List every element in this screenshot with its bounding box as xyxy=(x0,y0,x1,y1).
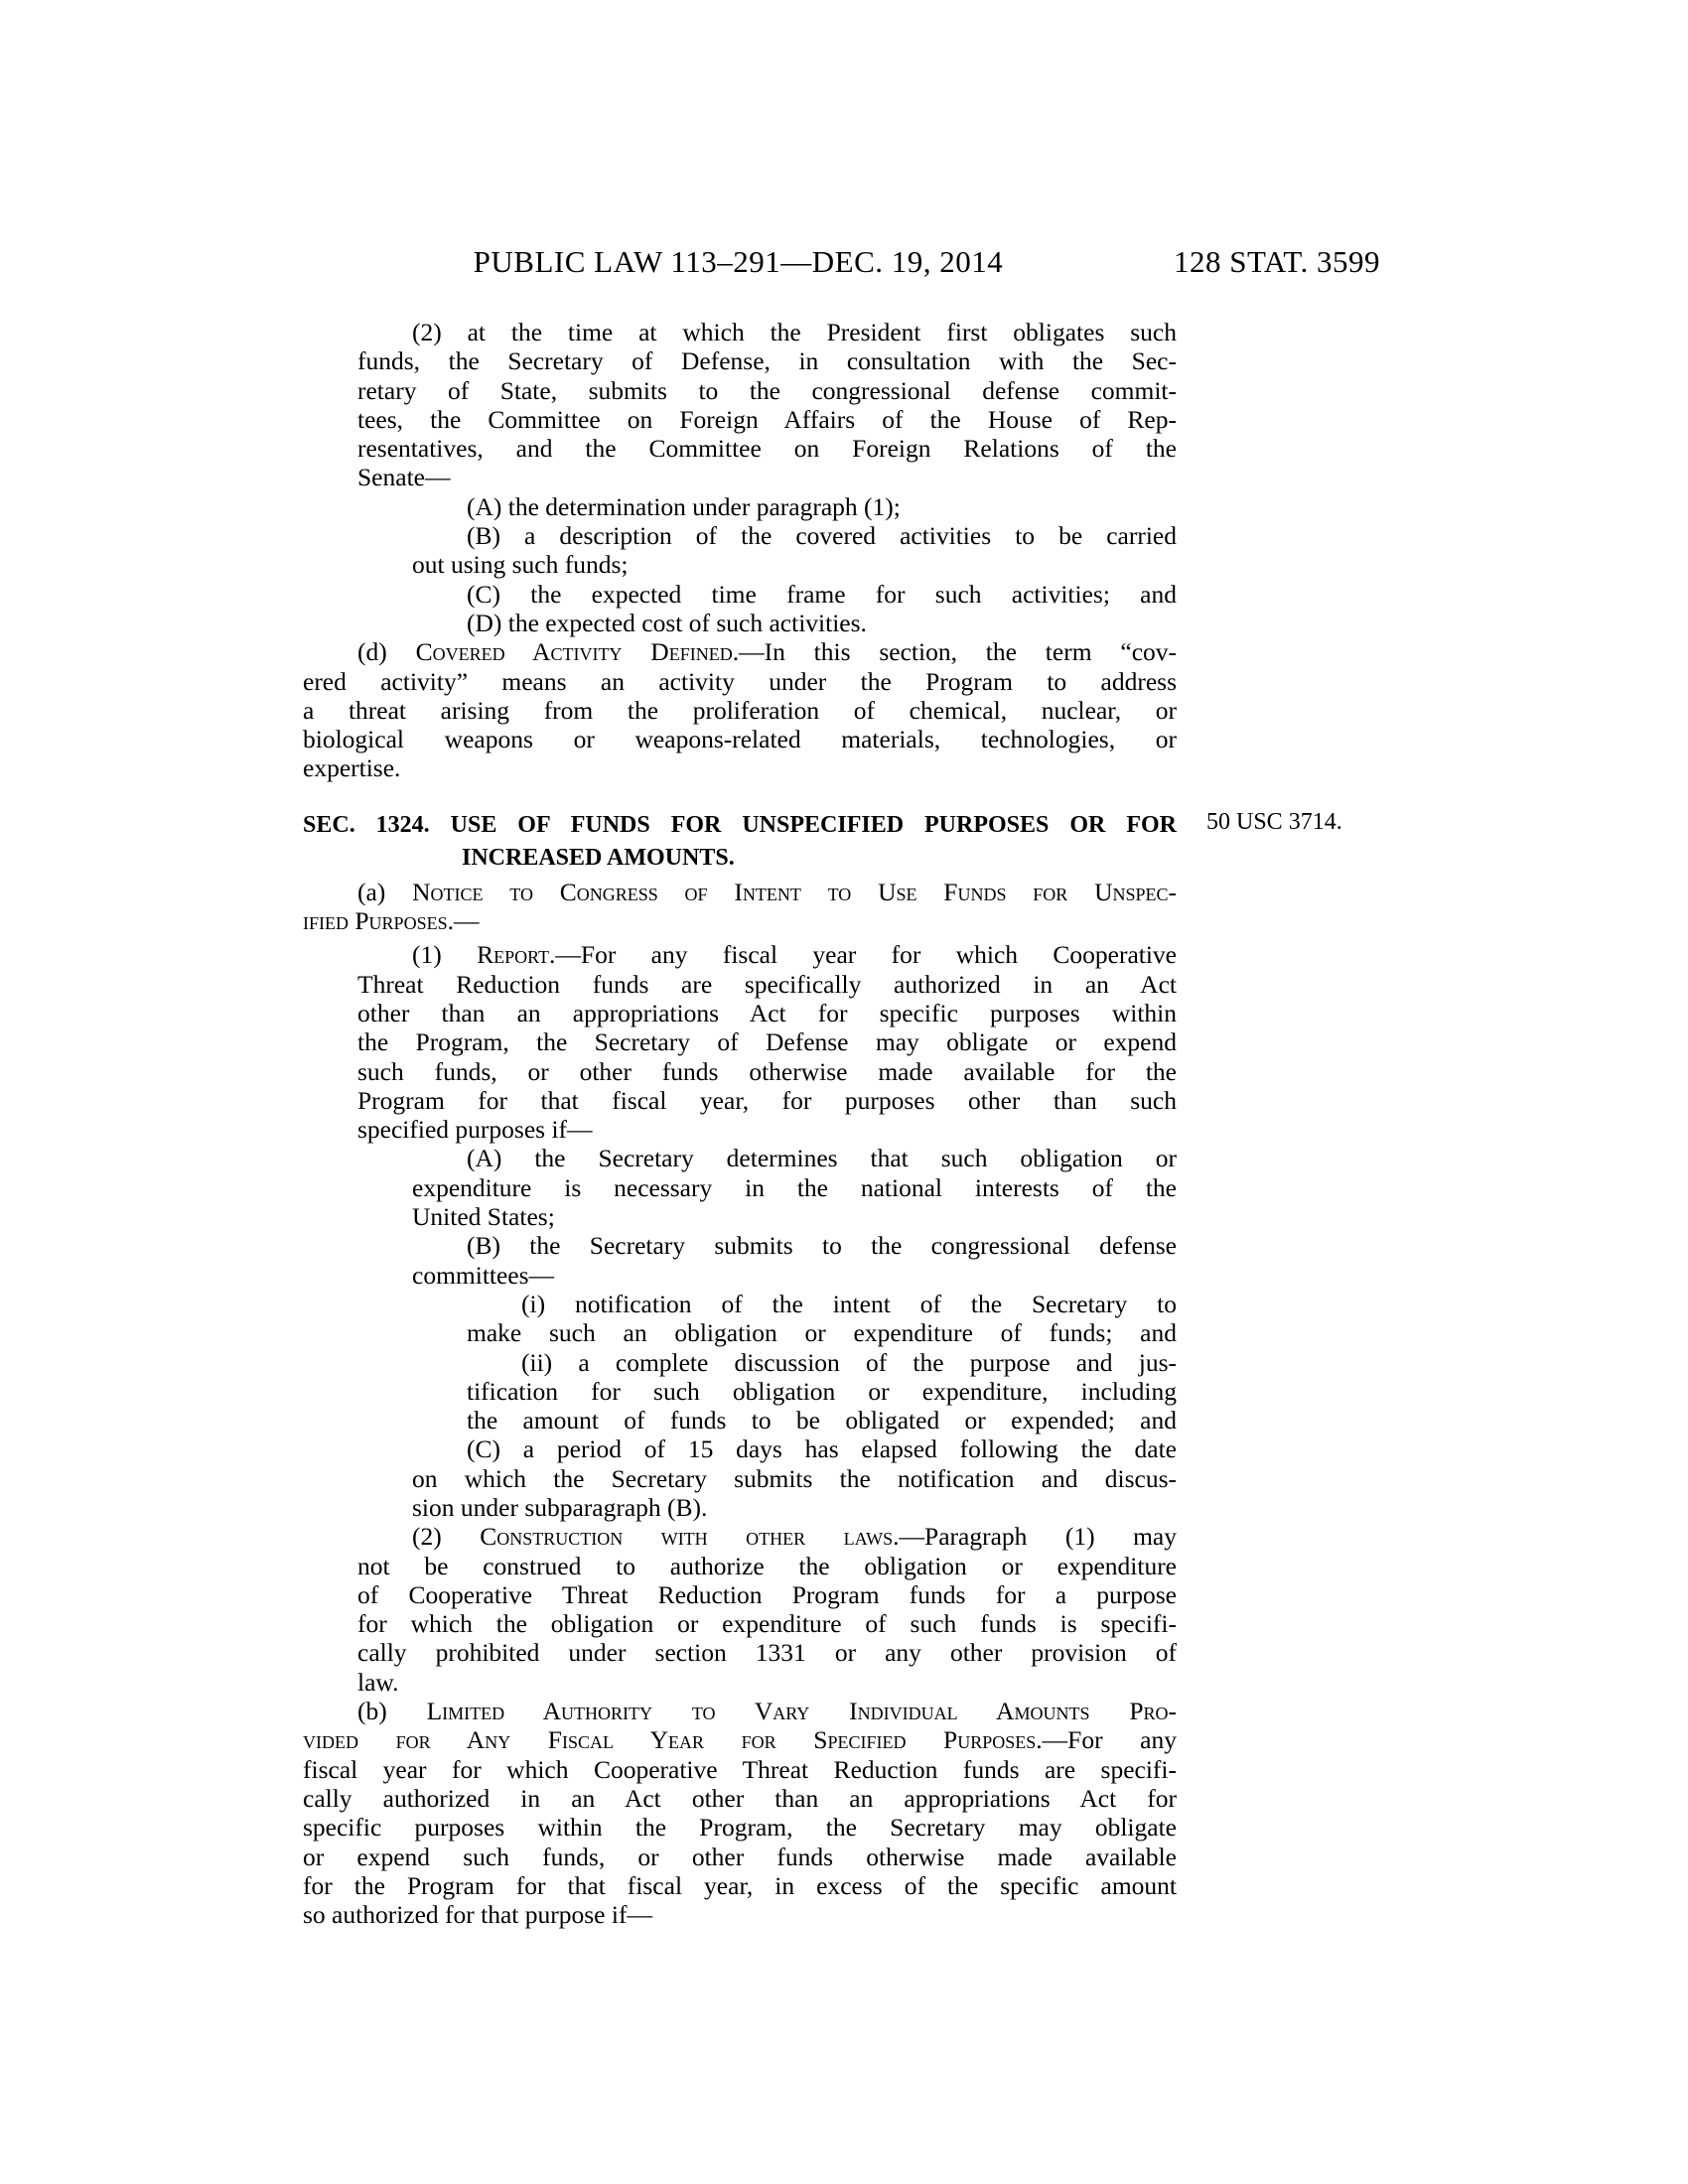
text-line: specific purposes within the Program, the Secretary may obligate xyxy=(303,1813,1177,1843)
running-head-stat-number: 128 STAT. 3599 xyxy=(1173,244,1380,279)
text-line: other than an appropriations Act for specific purposes within xyxy=(357,998,1177,1027)
text-line: sion under subparagraph (B). xyxy=(412,1492,708,1522)
section-heading-line: SEC. 1324. USE OF FUNDS FOR UNSPECIFIED PURPOSES OR FOR xyxy=(303,811,1177,838)
text-line: (d) Covered Activity Defined.—In this section, the term “cov- xyxy=(357,637,1178,667)
text-line: such funds, or other funds otherwise made available for the xyxy=(357,1056,1177,1086)
text-line: on which the Secretary submits the notification and discus- xyxy=(412,1463,1177,1493)
text-line: Threat Reduction funds are specifically authorized in an Act xyxy=(357,969,1177,999)
text-line: expenditure is necessary in the national interests of the xyxy=(412,1172,1177,1202)
text-line: vided for Any Fiscal Year for Specified Purposes.—For any xyxy=(303,1725,1177,1755)
text-line: expertise. xyxy=(303,753,401,783)
text-line: ified Purposes.— xyxy=(303,906,480,936)
text-line: (a) Notice to Congress of Intent to Use Funds for Unspec- xyxy=(357,877,1177,906)
text-line: the Program, the Secretary of Defense may obligate or expend xyxy=(357,1027,1177,1057)
text-line: (ii) a complete discussion of the purpose and jus- xyxy=(521,1347,1177,1377)
running-head-law-title: PUBLIC LAW 113–291—DEC. 19, 2014 xyxy=(473,244,1004,279)
text-line: (b) Limited Authority to Vary Individual Amounts Pro- xyxy=(357,1697,1177,1726)
text-line: retary of State, submits to the congressional defense commit- xyxy=(357,375,1177,405)
text-line: ered activity” means an activity under the Program to address xyxy=(303,666,1177,696)
text-line: specified purposes if— xyxy=(357,1115,593,1145)
section-heading-line: INCREASED AMOUNTS. xyxy=(462,844,735,871)
text-line: committees— xyxy=(412,1260,555,1290)
text-line: (2) at the time at which the President first obligates such xyxy=(412,318,1177,346)
text-line: (A) the Secretary determines that such obligation or xyxy=(467,1144,1177,1173)
text-line: not be construed to authorize the obligation or expenditure xyxy=(357,1551,1177,1580)
text-line: (1) Report.—For any fiscal year for which Cooperative xyxy=(412,940,1177,970)
text-line: (C) a period of 15 days has elapsed following the date xyxy=(467,1434,1177,1464)
text-line: out using such funds; xyxy=(412,550,629,580)
text-line: (B) a description of the covered activities to be carried xyxy=(467,521,1177,551)
text-line: or expend such funds, or other funds otherwise made available xyxy=(303,1842,1177,1871)
text-line: biological weapons or weapons-related materials, technologies, or xyxy=(303,725,1177,754)
text-line: the amount of funds to be obligated or expended; and xyxy=(467,1406,1177,1435)
text-line: Senate— xyxy=(357,463,451,492)
margin-note-usc-citation: 50 USC 3714. xyxy=(1206,809,1342,835)
text-line: Program for that fiscal year, for purposes other than such xyxy=(357,1085,1177,1115)
text-line: resentatives, and the Committee on Foreign Relations of the xyxy=(357,434,1177,464)
text-line: (B) the Secretary submits to the congressional defense xyxy=(467,1231,1177,1261)
text-line: (i) notification of the intent of the Secretary to xyxy=(521,1289,1177,1318)
text-line: make such an obligation or expenditure of funds; and xyxy=(467,1318,1177,1348)
text-line: cally prohibited under section 1331 or any other provision of xyxy=(357,1638,1177,1668)
text-line: for which the obligation or expenditure of such funds is specifi- xyxy=(357,1609,1177,1639)
text-line: tees, the Committee on Foreign Affairs of the House of Rep- xyxy=(357,404,1177,434)
text-line: (D) the expected cost of such activities. xyxy=(467,608,867,637)
text-line: law. xyxy=(357,1667,399,1697)
text-line: a threat arising from the proliferation of chemical, nuclear, or xyxy=(303,695,1177,725)
text-line: so authorized for that purpose if— xyxy=(303,1900,652,1930)
text-line: funds, the Secretary of Defense, in consultation with the Sec- xyxy=(357,346,1177,376)
text-line: (C) the expected time frame for such activities; and xyxy=(467,579,1177,609)
text-line: tification for such obligation or expenditure, including xyxy=(467,1376,1177,1406)
text-line: cally authorized in an Act other than an appropriations Act for xyxy=(303,1783,1177,1813)
text-line: of Cooperative Threat Reduction Program funds for a purpose xyxy=(357,1579,1177,1609)
page-header xyxy=(303,244,1380,280)
text-line: (2) Construction with other laws.—Paragraph (1) may xyxy=(412,1522,1177,1552)
text-line: for the Program for that fiscal year, in excess of the specific amount xyxy=(303,1870,1177,1900)
text-line: (A) the determination under paragraph (1); xyxy=(467,491,901,521)
document-body xyxy=(303,318,1177,1929)
text-line: fiscal year for which Cooperative Threat Reduction funds are specifi- xyxy=(303,1754,1177,1784)
text-line: United States; xyxy=(412,1202,555,1232)
